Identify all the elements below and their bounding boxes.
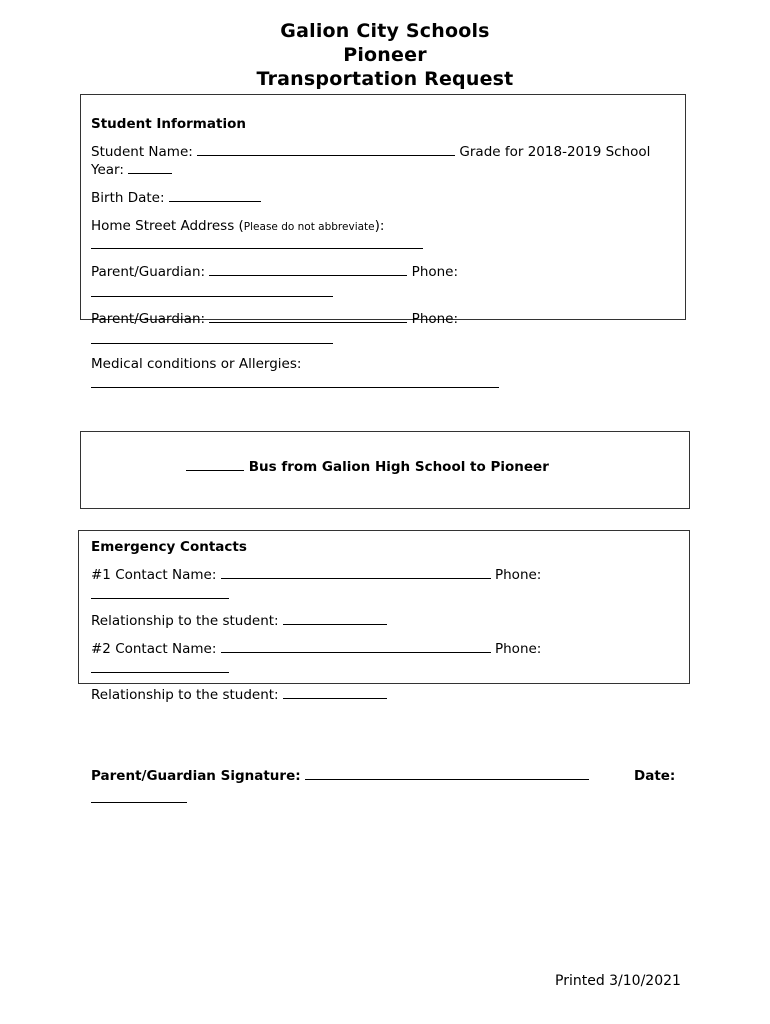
date-label: Date:: [634, 768, 676, 784]
signature-field[interactable]: [305, 767, 589, 780]
birth-date-field[interactable]: [169, 189, 261, 202]
address-field[interactable]: [91, 248, 423, 249]
parent1-field[interactable]: [209, 263, 407, 276]
relationship2-field[interactable]: [283, 686, 387, 699]
parent2-phone-label: Phone:: [411, 311, 459, 327]
contact1-row: [91, 566, 541, 584]
bus-checkbox-field[interactable]: [186, 458, 244, 471]
relationship1-field[interactable]: [283, 612, 387, 625]
birth-date-label: Birth Date:: [91, 190, 165, 206]
parent1-row: [91, 263, 458, 281]
bus-label: Bus from Galion High School to Pioneer: [248, 459, 549, 475]
student-name-row: [91, 143, 650, 161]
emergency-heading: Emergency Contacts: [91, 539, 247, 555]
printed-date: Printed 3/10/2021: [555, 973, 681, 989]
relationship1-row: [91, 612, 387, 630]
parent2-label: Parent/Guardian:: [91, 311, 206, 327]
address-close: ):: [374, 218, 385, 234]
contact2-label: #2 Contact Name:: [91, 641, 217, 657]
contact2-name-field[interactable]: [221, 640, 491, 653]
title-district: Galion City Schools: [280, 20, 490, 42]
address-note: Please do not abbreviate: [243, 221, 375, 233]
contact1-label: #1 Contact Name:: [91, 567, 217, 583]
relationship2-row: [91, 686, 387, 704]
parent1-label: Parent/Guardian:: [91, 264, 206, 280]
student-name-label: Student Name:: [91, 144, 193, 160]
bus-row: [186, 458, 549, 476]
signature-label: Parent/Guardian Signature:: [91, 768, 301, 784]
address-label: Home Street Address (: [91, 218, 244, 234]
parent2-field[interactable]: [209, 310, 407, 323]
medical-field[interactable]: [91, 387, 499, 388]
contact2-row: [91, 640, 541, 658]
title-school: Pioneer: [343, 44, 427, 66]
parent2-row: [91, 310, 458, 328]
date-field[interactable]: [91, 802, 187, 803]
student-info-heading: Student Information: [91, 116, 246, 132]
contact1-phone-field[interactable]: [91, 598, 229, 599]
parent1-phone-field[interactable]: [91, 296, 333, 297]
title-form: Transportation Request: [256, 68, 514, 90]
parent2-phone-field[interactable]: [91, 343, 333, 344]
student-name-field[interactable]: [197, 143, 455, 156]
relationship2-label: Relationship to the student:: [91, 687, 279, 703]
school-year-row: [91, 161, 172, 179]
birth-date-row: [91, 189, 261, 207]
contact1-name-field[interactable]: [221, 566, 491, 579]
grade-label: Grade for 2018-2019 School: [459, 144, 651, 160]
signature-row: [91, 767, 589, 785]
relationship1-label: Relationship to the student:: [91, 613, 279, 629]
contact2-phone-field[interactable]: [91, 672, 229, 673]
address-row: [91, 217, 384, 236]
medical-label: Medical conditions or Allergies:: [91, 356, 302, 372]
school-year-label: Year:: [91, 162, 124, 178]
parent1-phone-label: Phone:: [411, 264, 459, 280]
contact1-phone-label: Phone:: [494, 567, 542, 583]
contact2-phone-label: Phone:: [494, 641, 542, 657]
grade-field[interactable]: [128, 161, 172, 174]
